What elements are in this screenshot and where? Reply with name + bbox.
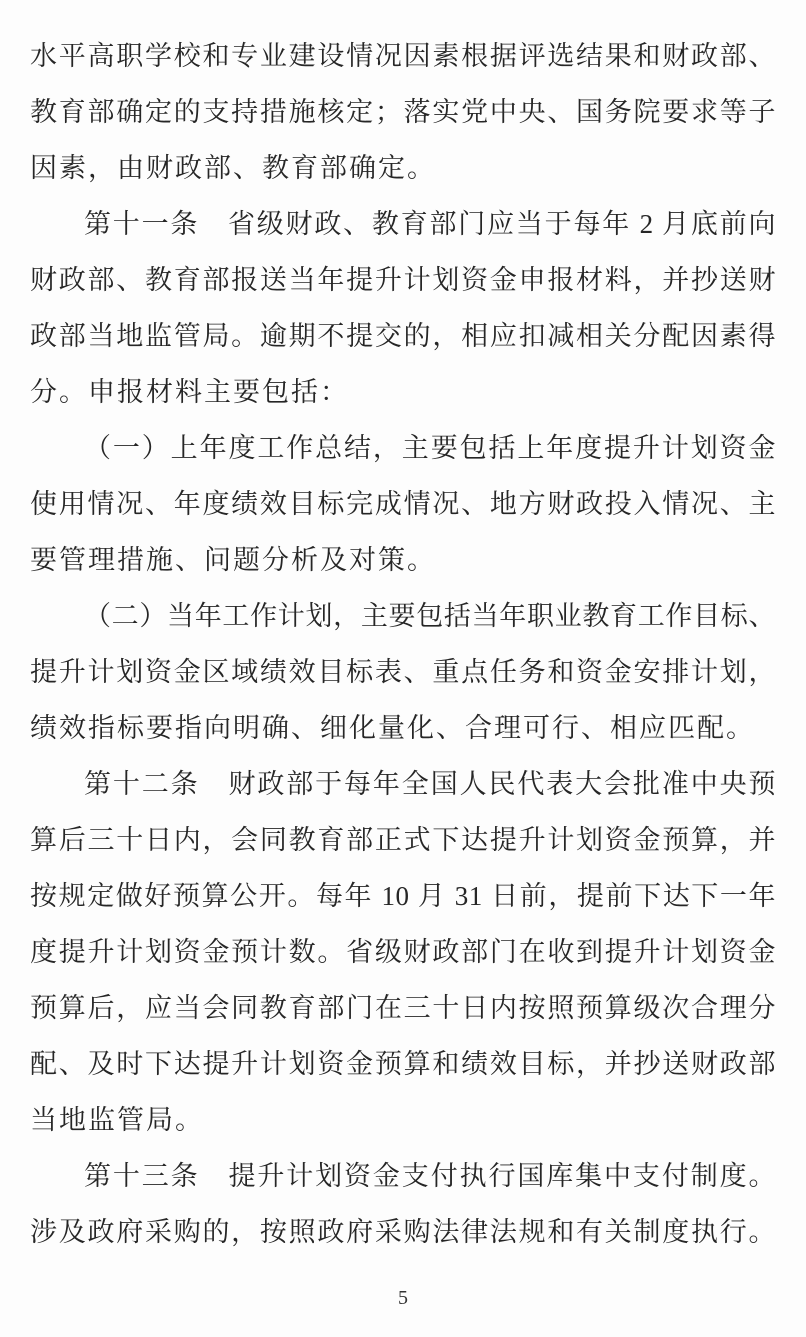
text-line: 绩效指标要指向明确、细化量化、合理可行、相应匹配。	[30, 713, 755, 743]
text-line: 因素，由财政部、教育部确定。	[30, 153, 436, 183]
text-line: 当地监管局。	[30, 1105, 204, 1135]
text-line: 要管理措施、问题分析及对策。	[30, 545, 436, 575]
document-body	[30, 28, 776, 1260]
text-line-item-2-start: （二）当年工作计划，主要包括当年职业教育工作目标、	[84, 601, 776, 631]
text-line: 度提升计划资金预计数。省级财政部门在收到提升计划资金	[30, 937, 776, 967]
text-line: 水平高职学校和专业建设情况因素根据评选结果和财政部、	[30, 41, 776, 71]
text-line: 分。申报材料主要包括：	[30, 377, 349, 407]
text-line-article-12-start: 第十二条 财政部于每年全国人民代表大会批准中央预	[84, 769, 776, 799]
text-line: 涉及政府采购的，按照政府采购法律法规和有关制度执行。	[30, 1217, 776, 1247]
text-line: 使用情况、年度绩效目标完成情况、地方财政投入情况、主	[30, 489, 776, 519]
text-line: 政部当地监管局。逾期不提交的，相应扣减相关分配因素得	[30, 321, 776, 351]
text-line: 算后三十日内，会同教育部正式下达提升计划资金预算，并	[30, 825, 776, 855]
text-line-article-13-start: 第十三条 提升计划资金支付执行国库集中支付制度。	[84, 1161, 776, 1191]
text-line: 按规定做好预算公开。每年 10 月 31 日前，提前下达下一年	[30, 881, 776, 911]
text-line: 配、及时下达提升计划资金预算和绩效目标，并抄送财政部	[30, 1049, 776, 1079]
text-line: 提升计划资金区域绩效目标表、重点任务和资金安排计划，	[30, 657, 776, 687]
text-line: 教育部确定的支持措施核定；落实党中央、国务院要求等子	[30, 97, 776, 127]
text-line-article-11-start: 第十一条 省级财政、教育部门应当于每年 2 月底前向	[84, 209, 776, 239]
text-line: 财政部、教育部报送当年提升计划资金申报材料，并抄送财	[30, 265, 776, 295]
text-line: 预算后，应当会同教育部门在三十日内按照预算级次合理分	[30, 993, 776, 1023]
text-line-item-1-start: （一）上年度工作总结，主要包括上年度提升计划资金	[84, 433, 776, 463]
page-number: 5	[398, 1287, 408, 1309]
